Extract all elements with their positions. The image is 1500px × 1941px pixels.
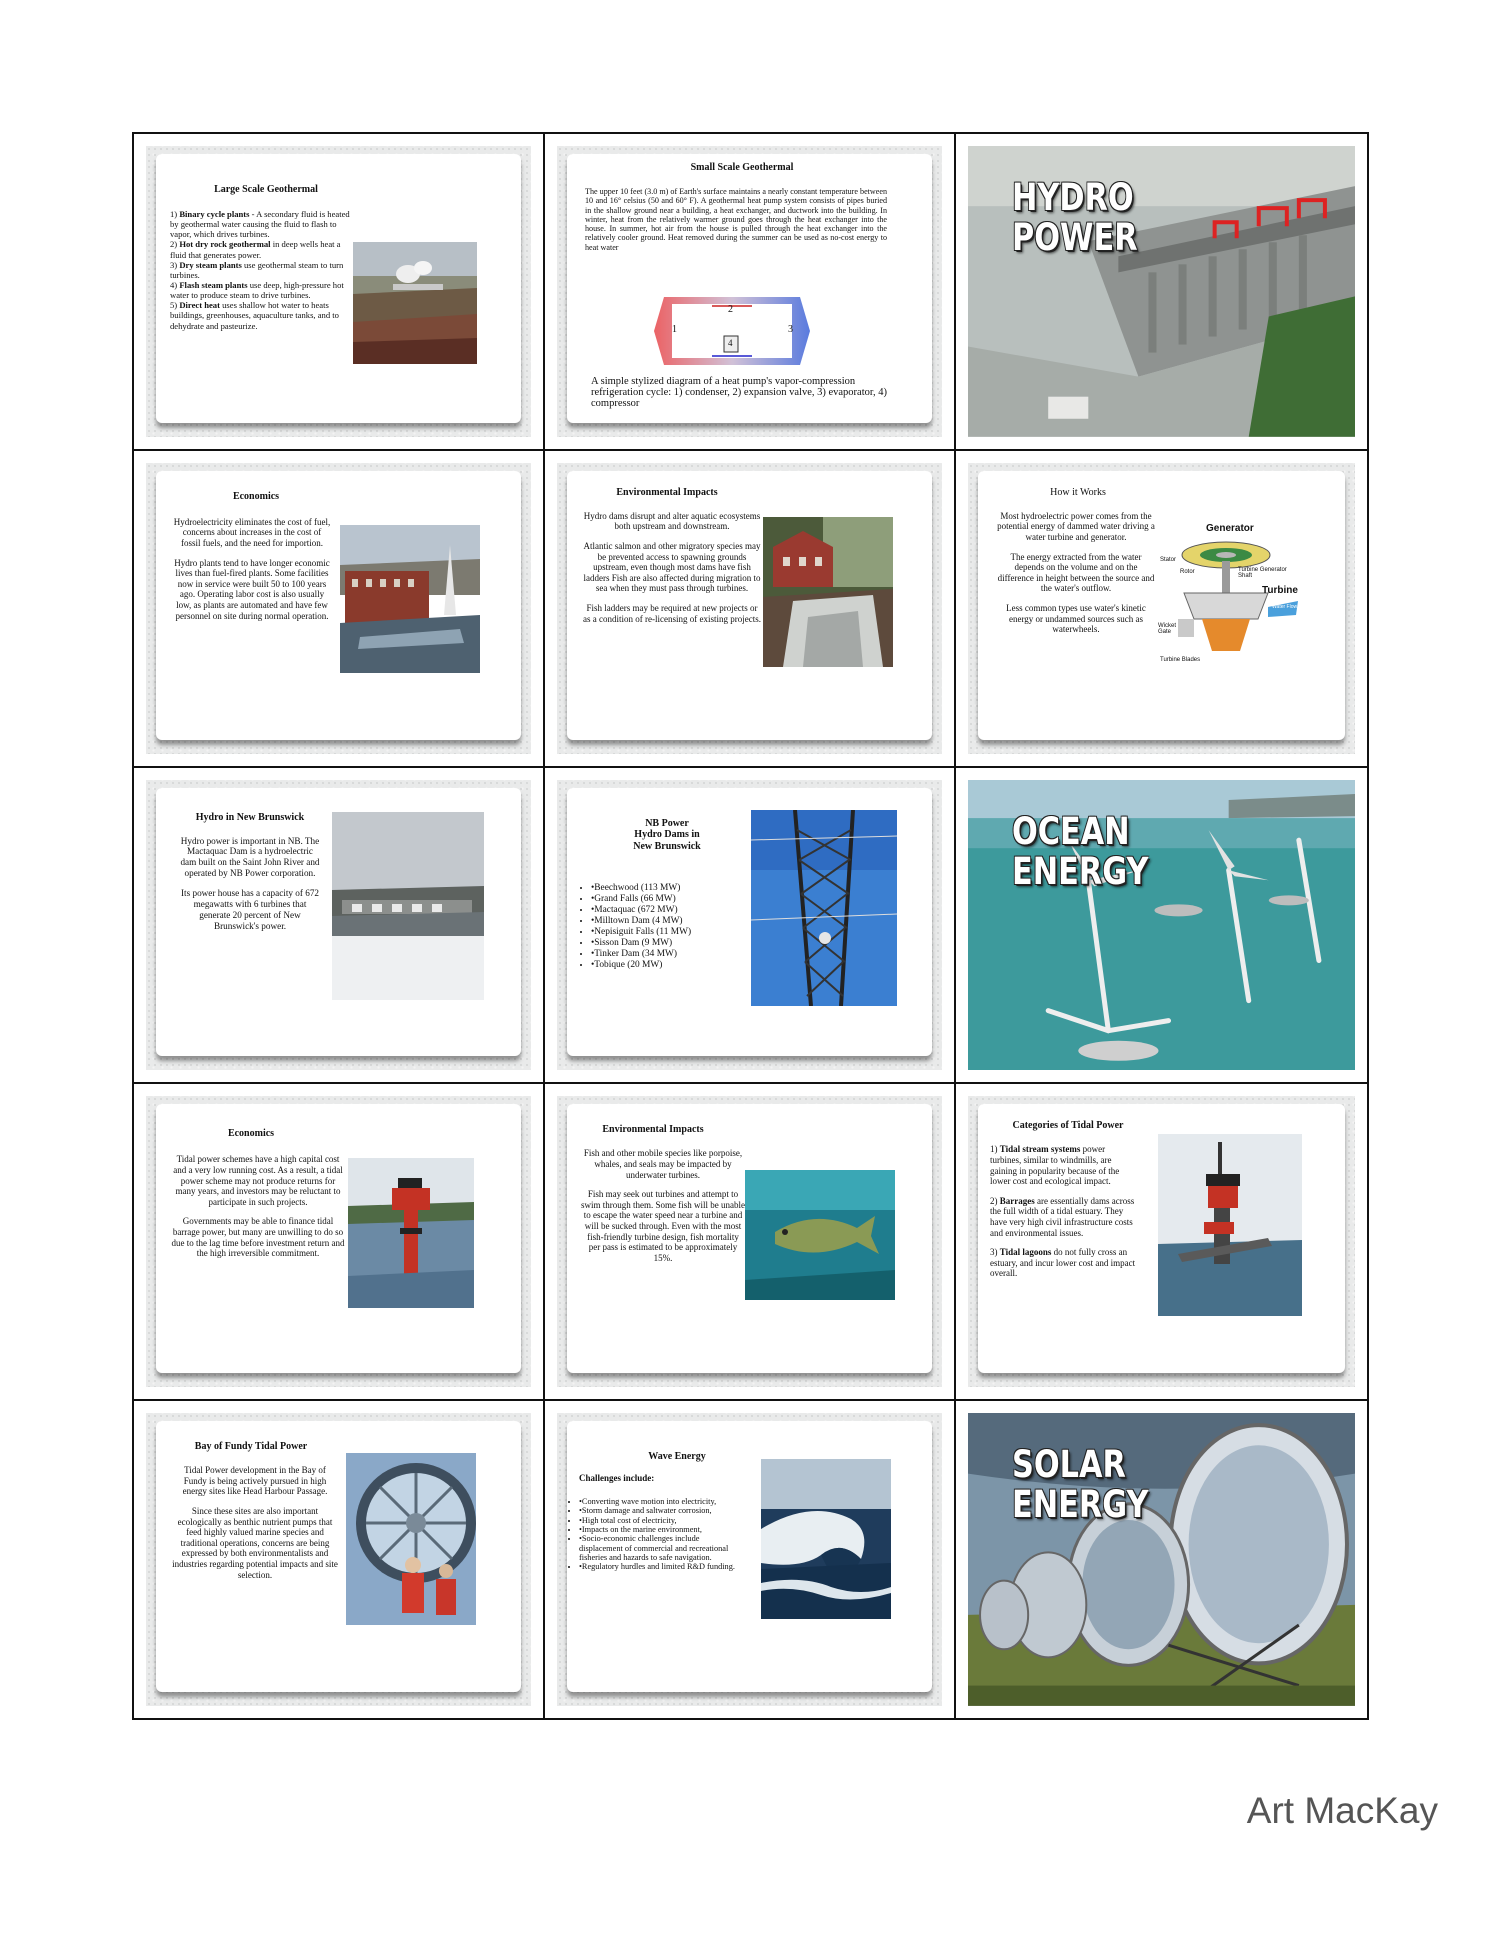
wave-photo xyxy=(761,1459,891,1619)
numbered-item: 1) Binary cycle plants - A secondary fluid is heated by geothermal water causing the fluid to flash to vapor, which drives turbines. xyxy=(170,209,350,240)
numbered-item: 3) Dry steam plants use geothermal steam to turn turbines. xyxy=(170,259,344,280)
underwater-fish-photo xyxy=(745,1170,895,1300)
challenge-list-item: • •Impacts on the marine environment, xyxy=(579,1525,735,1534)
challenge-list-item: • •High total cost of electricity, xyxy=(579,1516,735,1525)
slide-title: Environmental Impacts xyxy=(602,1124,704,1136)
numbered-item: 4) Flash steam plants use deep, high-pressure hot water to produce steam to drive turbines. xyxy=(170,279,344,301)
slide-handout-grid xyxy=(132,132,1369,1720)
slide-card xyxy=(567,788,932,1057)
slide-title: Hydro in New Brunswick xyxy=(195,811,305,823)
slide-card xyxy=(156,154,521,423)
slide-solar-energy-cover xyxy=(956,1401,1367,1718)
turbine-visitors-photo xyxy=(346,1453,476,1625)
dam-list-item: • •Tinker Dam (34 MW) xyxy=(591,949,741,960)
slide-title: Categories of Tidal Power xyxy=(1012,1120,1124,1132)
slide-tidal-economics xyxy=(134,1084,545,1401)
river-mill-photo xyxy=(763,517,893,667)
numbered-item: 1) Tidal stream systems power turbines, similar to windmills, are gaining in popularity because of the lower cost and ecological impact. xyxy=(990,1144,1120,1187)
challenge-list xyxy=(579,1497,735,1571)
challenge-list-item: • •Converting wave motion into electricity, xyxy=(579,1497,735,1506)
slide-bay-of-fundy-tidal-power xyxy=(134,1401,545,1718)
slide-title: NB Power Hydro Dams in New Brunswick xyxy=(633,817,701,852)
tidal-turbine-photo xyxy=(348,1158,474,1308)
dam-photo xyxy=(968,146,1355,437)
slide-card xyxy=(156,471,521,740)
challenge-list-item: • •Storm damage and saltwater corrosion, xyxy=(579,1506,735,1515)
diagram-caption: A simple stylized diagram of a heat pump's vapor-compression refrigeration cycle: 1) condenser, 2) expansion valve, 3) evaporator, 4) compressor xyxy=(591,376,887,410)
diagram-label: 2 xyxy=(728,304,733,315)
dam-list-item: • •Grand Falls (66 MW) xyxy=(591,894,741,905)
turbine-generator-diagram: Generator Stator Rotor Turbine Generator Shaft Turbine Water Flow Wicket Gate Turbine Blades xyxy=(1158,522,1298,663)
dam-list xyxy=(591,883,741,972)
slide-title: Bay of Fundy Tidal Power xyxy=(194,1441,308,1453)
geothermal-plant-photo xyxy=(353,242,477,364)
slide-hydro-economics xyxy=(134,451,545,768)
slide-body: Hydro dams disrupt and alter aquatic ecosystems both upstream and downstream. Atlantic salmon and other migratory species may be prevented access to spawning grounds upstream, even though most dams have fish ladders Fish are also affected during migration to sea when they must pass through turbines. Fish ladders may be required at new projects or as a condition of re-licensing of existing projects. xyxy=(583,510,761,624)
numbered-item: 2) Barrages are essentially dams across the full width of a tidal estuary. They have very high civil infrastructure costs and environmental issues. xyxy=(990,1195,1135,1238)
slide-tidal-environmental-impacts xyxy=(545,1084,956,1401)
slide-body: The upper 10 feet (3.0 m) of Earth's surface maintains a nearly constant temperature between 10 and 16° celsius (50 and 60° F). A geothermal heat pump system consists of pipes buried in the shallow ground near a building, a heat exchanger, and ductwork into the building. In winter, heat from the relatively warmer ground goes through the heat exchanger into the house. In summer, hot air from the house is pulled through the heat exchanger into the relatively cooler ground. Heat removed during the summer can be used as no-cost energy to heat water xyxy=(585,187,887,252)
slide-card xyxy=(156,788,521,1057)
slide-title: Wave Energy xyxy=(648,1451,706,1463)
slide-body xyxy=(170,209,350,331)
cover-title: OCEAN ENERGY xyxy=(1012,809,1149,893)
slide-hydro-in-new-brunswick xyxy=(134,768,545,1085)
slide-body: Hydro power is important in NB. The Mactaquac Dam is a hydroelectric dam built on the Saint John River and operated by NB Power corporation. Its power house has a capacity of 672 megawatts with 6 turbines that generate 20 percent of New Brunswick's power. xyxy=(180,835,320,931)
slide-nb-power-hydro-dams xyxy=(545,768,956,1085)
dam-list-item: • •Beechwood (113 MW) xyxy=(591,883,741,894)
slide-card xyxy=(156,1421,521,1692)
slide-body: Tidal power schemes have a high capital cost and a very low running cost. As a result, a tidal power scheme may not produce returns for many years, and investors may be reluctant to participate in such projects. Governments may be able to finance tidal barrage power, but many are unwilling to do so due to the lag time before investment return and the high irreversible commitment. xyxy=(171,1154,345,1259)
slide-body: Hydroelectricity eliminates the cost of fuel, concerns about increases in the cost of fossil fuels, and the need for importion. Hydro plants tend to have longer economic lives than fuel-fired plants. Some facilities now in service were built 50 to 100 years ago. Operating labor cost is also usually low, as plants are automated and have few personnel on site during normal operation. xyxy=(173,516,331,621)
slide-categories-of-tidal-power xyxy=(956,1084,1367,1401)
slide-title: Large Scale Geothermal xyxy=(214,184,318,195)
slide-how-it-works xyxy=(956,451,1367,768)
slide-hydro-environmental-impacts xyxy=(545,451,956,768)
slide-title: Economics xyxy=(227,1128,275,1140)
slide-body: Fish and other mobile species like porpoise, whales, and seals may be impacted by underwater turbines. Fish may seek out turbines and attempt to swim through them. Some fish will be unable to escape the water speed near a turbine and will be sucked through. Even with the most fish-friendly turbine design, fish mortality per pass is estimated to be approximately 15%. xyxy=(581,1148,745,1263)
slide-title: Economics xyxy=(232,490,280,502)
diagram-label: 3 xyxy=(788,324,793,335)
slide-body: Tidal Power development in the Bay of Fundy is being actively pursued in high energy sites like Head Harbour Passage. Since these sites are also important ecologically as benthic nutrient pumps that feed highly valued marine species and traditional operations, concerns are being expressed by both environmentalists and industries regarding potential impacts and site selection. xyxy=(172,1465,338,1580)
mactaquac-dam-photo xyxy=(332,812,484,1000)
solar-dishes-photo xyxy=(968,1413,1355,1706)
dam-list-item: • •Nepisiguit Falls (11 MW) xyxy=(591,927,741,938)
cover-title: SOLAR ENERGY xyxy=(1012,1443,1149,1527)
numbered-item: 2) Hot dry rock geothermal in deep wells heat a fluid that generates power. xyxy=(170,239,341,260)
cover-title: HYDRO POWER xyxy=(1012,176,1138,259)
slide-card xyxy=(567,471,932,740)
dam-list-item: • •Tobique (20 MW) xyxy=(591,960,741,971)
slide-large-scale-geothermal xyxy=(134,134,545,451)
dam-list-item: • •Milltown Dam (4 MW) xyxy=(591,916,741,927)
slide-title: Environmental Impacts xyxy=(616,486,718,498)
slide-wave-energy xyxy=(545,1401,956,1718)
numbered-item: 5) Direct heat uses shallow hot water to heats buildings, greenhouses, aquaculture tanks, and to dehydrate and pasteurize. xyxy=(170,300,339,331)
diagram-label: 4 xyxy=(728,338,733,348)
dam-list-item: • •Mactaquac (672 MW) xyxy=(591,905,741,916)
mill-dam-photo xyxy=(340,525,480,673)
slide-card xyxy=(978,471,1345,740)
diagram-label: 1 xyxy=(672,324,677,335)
slide-card xyxy=(567,154,932,423)
author-name: Art MacKay xyxy=(1246,1790,1438,1831)
slide-small-scale-geothermal xyxy=(545,134,956,451)
dam-list-item: • •Sisson Dam (9 MW) xyxy=(591,938,741,949)
slide-card xyxy=(978,1104,1345,1373)
tidal-turbines-illustration xyxy=(968,780,1355,1071)
slide-title: How it Works xyxy=(1050,486,1106,498)
heat-pump-diagram xyxy=(652,292,812,370)
challenge-list-item: • •Socio-economic challenges include displacement of commercial and recreational fisheries and hazards to safe navigation. xyxy=(579,1534,735,1562)
slide-body: Most hydroelectric power comes from the potential energy of dammed water driving a water turbine and generator. The energy extracted from the water depends on the volume and on the difference in height between the source and the water's outflow. Less common types use water's kinetic energy or undammed sources such as waterwheels. xyxy=(997,510,1155,635)
slide-card xyxy=(156,1104,521,1373)
challenge-list-item: • •Regulatory hurdles and limited R&D funding. xyxy=(579,1562,735,1571)
barrage-turbine-photo xyxy=(1158,1134,1302,1316)
slide-body xyxy=(990,1144,1136,1288)
slide-ocean-energy-cover xyxy=(956,768,1367,1085)
slide-title: Small Scale Geothermal xyxy=(690,162,794,173)
numbered-item: 3) Tidal lagoons do not fully cross an estuary, and incur lower cost and impact overall. xyxy=(990,1247,1136,1279)
slide-card xyxy=(567,1104,932,1373)
slide-subtitle: Challenges include: xyxy=(579,1473,655,1484)
slide-hydro-power-cover xyxy=(956,134,1367,451)
transmission-tower-photo xyxy=(751,810,897,1006)
slide-card xyxy=(567,1421,932,1692)
